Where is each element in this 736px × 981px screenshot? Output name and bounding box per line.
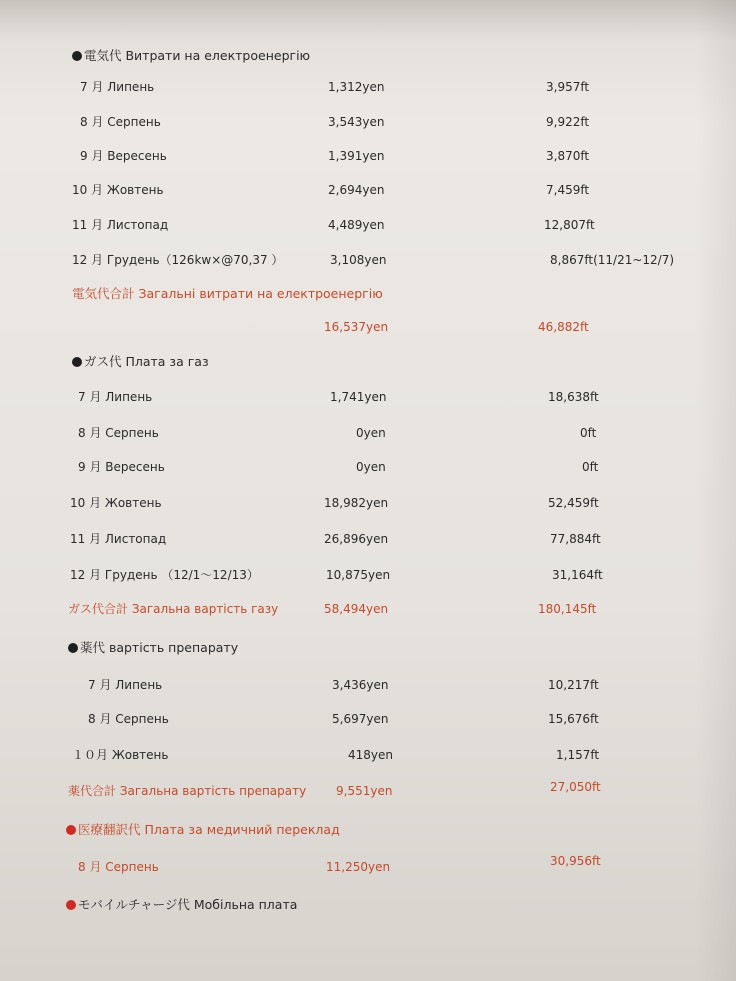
yen-value: 18,982yen [324, 496, 389, 510]
electricity-row [72, 249, 682, 271]
ft-value: 0ft [580, 426, 597, 440]
yen-value: 418yen [348, 748, 393, 762]
electricity-row [80, 111, 640, 133]
ft-value: 3,957ft [546, 80, 590, 94]
ft-value: 52,459ft [548, 496, 599, 510]
medicine-total-row [68, 780, 648, 802]
month-label: 11 月 Листопад [70, 532, 167, 546]
month-label: １０月 Жовтень [72, 748, 169, 762]
total-yen-value: 58,494yen [324, 602, 389, 616]
yen-value: 4,489yen [328, 218, 385, 232]
month-label: 8 月 Серпень [80, 115, 161, 129]
yen-value: 2,694yen [328, 183, 385, 197]
gas-row [70, 492, 640, 514]
total-yen-value: 16,537yen [324, 320, 389, 334]
translation-row [78, 856, 648, 878]
gas-row [70, 564, 640, 586]
ft-value: 12,807ft [544, 218, 595, 232]
total-ft-value: 180,145ft [538, 602, 597, 616]
yen-value: 11,250yen [326, 860, 391, 874]
total-yen-value: 9,551yen [336, 784, 393, 798]
medicine-heading [68, 638, 238, 656]
yen-value: 1,741yen [330, 390, 387, 404]
electricity-row [80, 145, 640, 167]
mobile-heading [66, 895, 297, 913]
month-label: 7 月 Липень [88, 678, 163, 692]
total-ft-value: 27,050ft [550, 780, 601, 794]
ft-value: 10,217ft [548, 678, 599, 692]
yen-value: 0yen [356, 460, 386, 474]
mobile-title: モバイルチャージ代 Мобільна плата [78, 897, 298, 912]
ft-value: 31,164ft [552, 568, 603, 582]
electricity-title: 電気代 Витрати на електроенергію [84, 48, 311, 63]
electricity-row [72, 214, 642, 236]
ft-value: 8,867ft(11/21~12/7) [550, 253, 675, 267]
month-label: 12 月 Грудень （12/1～12/13） [70, 568, 259, 582]
yen-value: 5,697yen [332, 712, 389, 726]
ft-value: 1,157ft [556, 748, 600, 762]
ft-value: 0ft [582, 460, 599, 474]
translation-title: 医療翻訳代 Плата за медичний переклад [78, 822, 340, 837]
yen-value: 26,896yen [324, 532, 389, 546]
gas-total-row [68, 598, 648, 620]
gas-row [78, 422, 638, 444]
total-ft-value: 46,882ft [538, 320, 589, 334]
electricity-heading [72, 46, 310, 64]
ft-value: 9,922ft [546, 115, 590, 129]
black-bullet-icon [72, 51, 82, 61]
electricity-total-label: 電気代合計 Загальні витрати на електроенергію [72, 286, 383, 301]
month-label: 9 月 Вересень [78, 460, 165, 474]
yen-value: 3,543yen [328, 115, 385, 129]
black-bullet-icon [68, 643, 78, 653]
electricity-total-row [72, 316, 642, 338]
yen-value: 3,436yen [332, 678, 389, 692]
gas-total-label: ガス代合計 Загальна вартість газу [68, 602, 279, 616]
yen-value: 1,391yen [328, 149, 385, 163]
gas-row [78, 386, 638, 408]
month-label: 7 月 Липень [80, 80, 155, 94]
month-label: 11 月 Листопад [72, 218, 169, 232]
medicine-row [88, 708, 648, 730]
medicine-row [88, 674, 648, 696]
month-label: 7 月 Липень [78, 390, 153, 404]
ft-value: 7,459ft [546, 183, 590, 197]
yen-value: 1,312yen [328, 80, 385, 94]
medicine-row [72, 744, 642, 766]
electricity-row [80, 76, 640, 98]
month-label: 9 月 Вересень [80, 149, 167, 163]
ft-value: 30,956ft [550, 854, 601, 868]
medicine-title: 薬代 вартість препарату [80, 640, 239, 655]
month-label: 8 月 Серпень [78, 426, 159, 440]
month-label: 10 月 Жовтень [72, 183, 164, 197]
translation-heading [66, 820, 340, 838]
yen-value: 0yen [356, 426, 386, 440]
black-bullet-icon [72, 357, 82, 367]
medicine-total-label: 薬代合計 Загальна вартість препарату [68, 784, 307, 798]
page-edge-shadow [696, 0, 736, 981]
gas-row [78, 456, 638, 478]
month-label: 8 月 Серпень [88, 712, 169, 726]
ft-value: 3,870ft [546, 149, 590, 163]
gas-heading [72, 352, 209, 370]
yen-value: 3,108yen [330, 253, 387, 267]
ft-value: 15,676ft [548, 712, 599, 726]
ft-value: 77,884ft [550, 532, 601, 546]
electricity-row [72, 179, 642, 201]
ft-value: 18,638ft [548, 390, 599, 404]
red-bullet-icon [66, 900, 76, 910]
yen-value: 10,875yen [326, 568, 391, 582]
month-label: 10 月 Жовтень [70, 496, 162, 510]
gas-title: ガス代 Плата за газ [84, 354, 209, 369]
gas-row [70, 528, 640, 550]
month-label: 12 月 Грудень（126kw×@70,37 ） [72, 253, 284, 267]
red-bullet-icon [66, 825, 76, 835]
month-label: 8 月 Серпень [78, 860, 159, 874]
